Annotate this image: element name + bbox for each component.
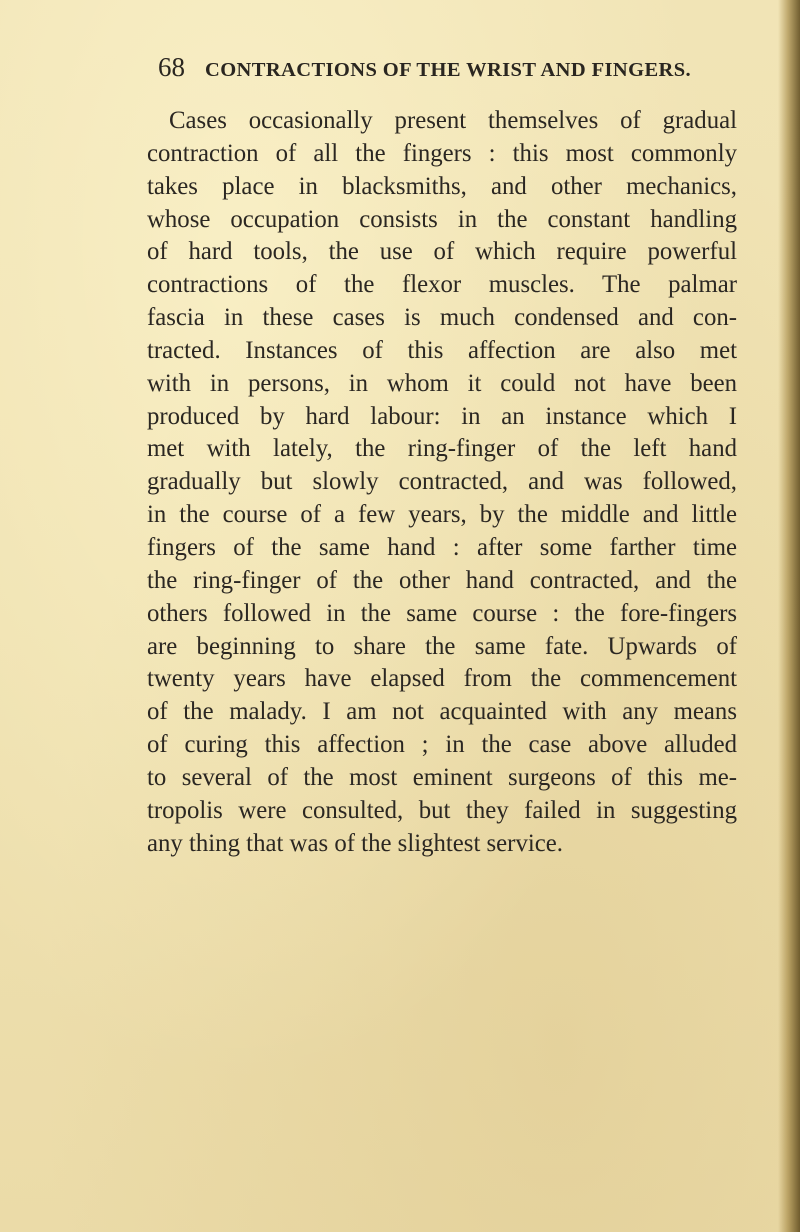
text-line: of the malady. I am not acquainted with any means <box>147 698 737 726</box>
text-line: of curing this affection ; in the case above alluded <box>147 731 737 759</box>
text-line: contraction of all the fingers : this most commonly <box>147 139 737 167</box>
text-line: any thing that was of the slightest service. <box>147 829 563 857</box>
text-line: tropolis were consulted, but they failed in suggesting <box>147 796 737 824</box>
text-line: whose occupation consists in the constant handling <box>147 205 737 233</box>
text-line: met with lately, the ring-finger of the left hand <box>147 435 737 463</box>
running-head <box>158 52 698 86</box>
text-line: to several of the most eminent surgeons of this me- <box>147 763 737 791</box>
text-line: contractions of the flexor muscles. The palmar <box>147 271 737 299</box>
text-line: Cases occasionally present themselves of gradual <box>169 107 737 134</box>
text-line: twenty years have elapsed from the commencement <box>147 665 737 693</box>
text-line: gradually but slowly contracted, and was followed, <box>147 468 737 496</box>
text-line: fascia in these cases is much condensed and con- <box>147 304 737 332</box>
body-paragraph <box>147 105 737 860</box>
text-line: fingers of the same hand : after some farther time <box>147 533 737 561</box>
text-line: the ring-finger of the other hand contracted, and the <box>147 566 737 594</box>
page-number: 68 <box>158 52 185 82</box>
page-edge-shadow <box>778 0 800 1232</box>
text-line: takes place in blacksmiths, and other mechanics, <box>147 172 737 200</box>
running-title: CONTRACTIONS OF THE WRIST AND FINGERS. <box>205 59 692 81</box>
text-line: in the course of a few years, by the middle and little <box>147 501 737 529</box>
text-line: produced by hard labour: in an instance which I <box>147 402 737 430</box>
text-line: tracted. Instances of this affection are also met <box>147 336 737 364</box>
text-line: with in persons, in whom it could not have been <box>147 369 737 397</box>
text-line: of hard tools, the use of which require powerful <box>147 238 737 266</box>
text-line: others followed in the same course : the fore-fingers <box>147 599 737 627</box>
text-line: are beginning to share the same fate. Upwards of <box>147 632 737 660</box>
